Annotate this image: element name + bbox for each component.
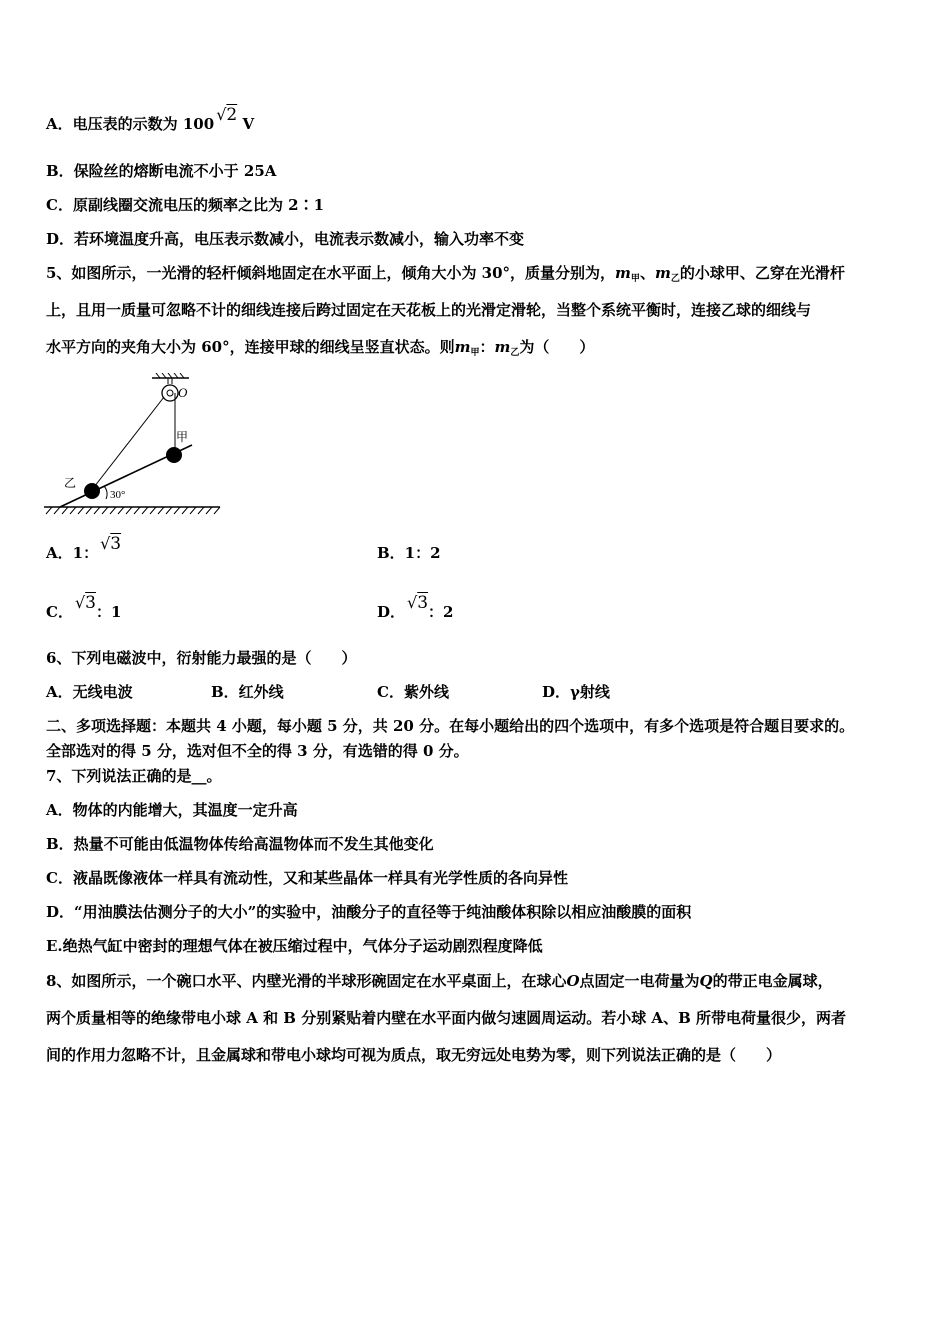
q5-stem-text: 水平方向的夹角大小为 60°，连接甲球的细线呈竖直状态。则 bbox=[46, 338, 455, 356]
q8-stem-line-1 bbox=[46, 971, 833, 991]
label-jia: 甲 bbox=[176, 430, 189, 444]
q5-stem-text: 5、如图所示，一光滑的轻杆倾斜地固定在水平面上，倾角大小为 30°，质量分别为， bbox=[46, 264, 616, 282]
q5-stem-text: 的小球甲、乙穿在光滑杆 bbox=[679, 264, 845, 282]
string-to-yi bbox=[91, 397, 164, 491]
q5-stem-line-2: 上，且用一质量可忽略不计的细线连接后跨过固定在天花板上的光滑定滑轮，当整个系统平衡时，连接乙球的细线与 bbox=[46, 301, 812, 319]
q7-option-c[interactable]: C．液晶既像液体一样具有流动性，又和某些晶体一样具有光学性质的各向异性 bbox=[46, 869, 568, 887]
separator: ： bbox=[479, 338, 495, 356]
ball-jia bbox=[166, 447, 182, 463]
q4-option-c[interactable]: C．原副线圈交流电压的频率之比为 2∶1 bbox=[46, 196, 325, 214]
q7-stem: 7、下列说法正确的是__。 bbox=[46, 767, 222, 785]
q5-option-c-text: ：1 bbox=[95, 603, 122, 621]
q5-stem-line-3 bbox=[46, 337, 594, 363]
q5-option-c[interactable] bbox=[46, 593, 122, 622]
q6-option-a[interactable]: A．无线电波 bbox=[46, 683, 133, 701]
q5-option-d[interactable] bbox=[377, 593, 454, 622]
label-yi: 乙 bbox=[64, 476, 77, 490]
sqrt-symbol: √3 bbox=[100, 534, 122, 554]
charge-q-symbol: Q bbox=[699, 972, 713, 990]
q4-option-a-text: A．电压表的示数为 100 bbox=[46, 115, 215, 133]
q5-option-d-text: ：2 bbox=[428, 603, 454, 621]
q8-stem-text: 8、如图所示，一个碗口水平、内壁光滑的半球形碗固定在水平桌面上，在球心 bbox=[46, 972, 567, 990]
mass-symbol: m bbox=[654, 264, 671, 282]
q6-option-d[interactable]: D．γ射线 bbox=[542, 683, 610, 701]
angle-arc bbox=[104, 486, 107, 499]
mass-symbol: m bbox=[454, 338, 471, 356]
q4-option-d[interactable]: D．若环境温度升高，电压表示数减小，电流表示数减小，输入功率不变 bbox=[46, 230, 525, 248]
q7-option-a[interactable]: A．物体的内能增大，其温度一定升高 bbox=[46, 801, 298, 819]
mass-symbol: m bbox=[615, 264, 631, 282]
ball-yi bbox=[84, 483, 100, 499]
mass-symbol: m bbox=[494, 338, 511, 356]
section2-heading-line-2: 全部选对的得 5 分，选对但不全的得 3 分，有选错的得 0 分。 bbox=[46, 742, 469, 760]
mass-subscript-jia: 甲 bbox=[630, 274, 640, 284]
label-o: O bbox=[178, 385, 188, 400]
q5-stem-text: 为（ ） bbox=[519, 338, 595, 356]
separator: 、 bbox=[639, 264, 655, 282]
ceiling bbox=[152, 373, 189, 378]
q7-option-e[interactable]: E.绝热气缸中密封的理想气体在被压缩过程中，气体分子运动剧烈程度降低 bbox=[46, 937, 543, 955]
q6-option-b[interactable]: B．红外线 bbox=[211, 683, 284, 701]
q4-option-b[interactable]: B．保险丝的熔断电流不小于 25A bbox=[46, 162, 277, 180]
sqrt-symbol: √3 bbox=[74, 593, 96, 613]
q5-option-b[interactable]: B．1：2 bbox=[377, 544, 441, 562]
q5-option-c-label: C． bbox=[46, 603, 73, 621]
q7-option-d[interactable]: D．“用油膜法估测分子的大小”的实验中，油酸分子的直径等于纯油酸体积除以相应油酸膜的面积 bbox=[46, 903, 692, 921]
q6-stem: 6、下列电磁波中，衍射能力最强的是（ ） bbox=[46, 649, 357, 667]
point-o-symbol: O bbox=[566, 972, 580, 990]
q5-figure bbox=[44, 373, 224, 518]
section2-heading-line-1: 二、多项选择题：本题共 4 小题，每小题 5 分，共 20 分。在每小题给出的四个选项中，有多个选项是符合题目要求的。 bbox=[46, 717, 855, 735]
sqrt-symbol: √2 bbox=[216, 105, 238, 125]
ground bbox=[44, 507, 220, 514]
mass-subscript-yi: 乙 bbox=[670, 274, 680, 284]
q4-option-a-unit: V bbox=[242, 115, 255, 133]
q7-option-b[interactable]: B．热量不可能由低温物体传给高温物体而不发生其他变化 bbox=[46, 835, 434, 853]
pulley bbox=[162, 385, 178, 401]
mass-subscript-yi: 乙 bbox=[510, 348, 520, 358]
q8-stem-text: 的带正电金属球， bbox=[712, 972, 833, 990]
q5-stem-line-1 bbox=[46, 263, 845, 289]
q8-stem-line-3: 间的作用力忽略不计，且金属球和带电小球均可视为质点，取无穷远处电势为零，则下列说法正确的是（ ） bbox=[46, 1046, 782, 1064]
mass-subscript-jia: 甲 bbox=[470, 348, 480, 358]
q6-option-c[interactable]: C．紫外线 bbox=[377, 683, 449, 701]
q4-option-a[interactable] bbox=[46, 105, 255, 134]
pulley-axle bbox=[167, 390, 173, 396]
sqrt-symbol: √3 bbox=[407, 593, 429, 613]
q5-option-d-label: D． bbox=[377, 603, 406, 621]
q8-stem-text: 点固定一电荷量为 bbox=[579, 972, 700, 990]
q5-option-a[interactable] bbox=[46, 534, 122, 563]
label-angle: 30° bbox=[110, 489, 126, 501]
q8-stem-line-2: 两个质量相等的绝缘带电小球 A 和 B 分别紧贴着内壁在水平面内做匀速圆周运动。若小球 A、B 所带电荷量很少，两者 bbox=[46, 1009, 846, 1027]
q5-option-a-text: A．1： bbox=[46, 544, 99, 562]
